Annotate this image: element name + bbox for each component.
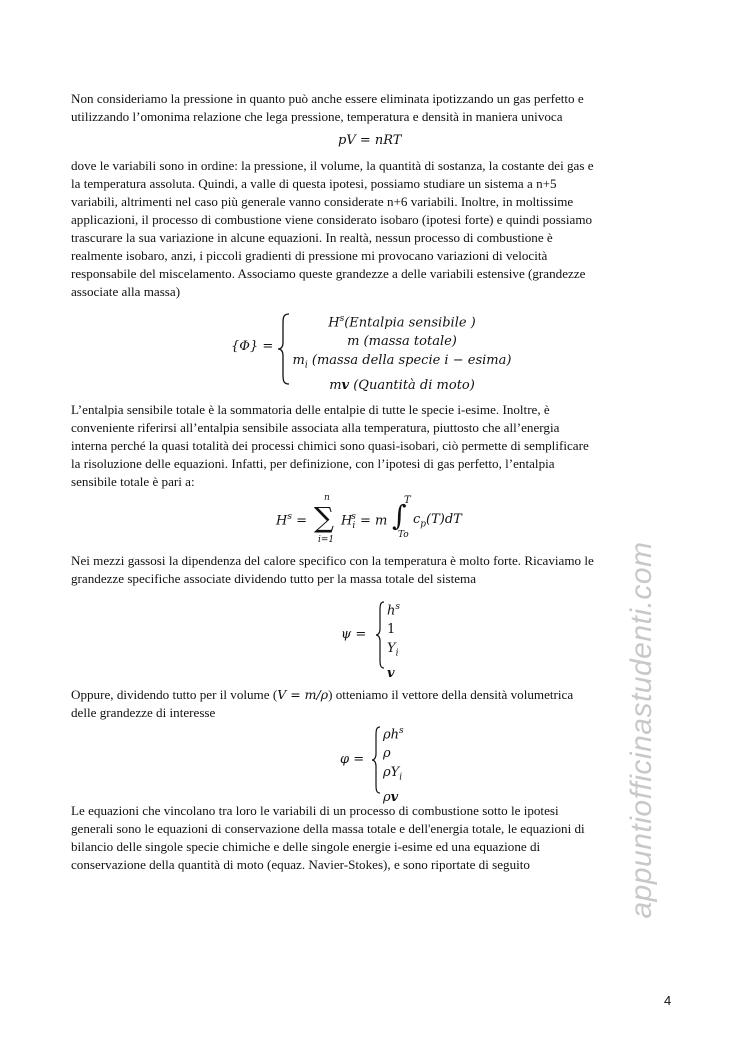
psi-row-hs: $h^s$ — [387, 602, 400, 619]
varphi-row-rho-v: ρv — [383, 789, 399, 805]
varphi-lhs: φ = — [340, 752, 365, 767]
text-line: generali sono le equazioni di conservazione della massa totale e dell'energia totale, le equazioni di — [71, 821, 585, 836]
text-line: variabili, altrimenti nel caso più generale vanno considerate n+6 variabili. Inoltre, in moltissime — [71, 194, 574, 209]
watermark-text: appuntiofficinastudenti.com — [625, 541, 658, 919]
text-line: la risoluzione delle equazioni. Infatti, per definizione, con l’ipotesi di gas perfetto, l’entalpia — [71, 456, 555, 471]
varphi-row-rho: ρ — [383, 746, 391, 762]
brace-psi — [374, 600, 386, 670]
sum-upper-limit: n — [324, 493, 330, 503]
sum-lower-limit: i=1 — [318, 535, 335, 545]
page-number: 4 — [664, 993, 672, 1008]
text-line: Non consideriamo la pressione in quanto può anche essere eliminata ipotizzando un gas perfetto e — [71, 91, 584, 106]
text-line: realmente isobaro, anzi, i piccoli gradienti di pressione mi provocano variazioni di velocità — [71, 248, 548, 263]
phi-row-momentum: mv (Quantità di moto) — [329, 377, 475, 393]
varphi-row-rho-hs: $\rho h^s$ — [383, 726, 404, 743]
equation-ideal-gas: pV = nRT — [338, 133, 402, 148]
psi-row-v: v — [387, 665, 395, 681]
text-line: grandezze specifiche associate dividendo tutto per la massa totale del sistema — [71, 571, 477, 586]
sum-symbol: ∑ — [314, 501, 334, 534]
text-line: interna perché la quasi totalità dei processi chimici sono quasi-isobari, ciò permette di semplificare — [71, 438, 589, 453]
text-line: associate alla massa) — [71, 284, 181, 299]
phi-lhs: {Φ} = — [231, 339, 274, 354]
phi-row-mass: m (massa totale) — [347, 334, 457, 350]
phi-row-enthalpy: $H^s(Entalpia$ sensibile ) — [328, 314, 476, 331]
text-line: la temperatura assoluta. Quindi, a valle di questa ipotesi, possiamo studiare un sistema a n+5 — [71, 176, 557, 191]
psi-row-yi: $Y_i$ — [387, 641, 399, 659]
text-line: trascurare la sua variazione in alcune equazioni. In realtà, nessun processo di combustione è — [71, 230, 553, 245]
paragraph-conservation — [71, 802, 675, 874]
psi-rows — [387, 598, 400, 683]
text-line: conservazione della quantità di moto (equaz. Navier-Stokes), e sono riportate di seguito — [71, 857, 530, 872]
text-line: Le equazioni che vincolano tra loro le variabili di un processo di combustione sotto le ipotesi — [71, 803, 559, 818]
integral-lower-limit: To — [398, 530, 409, 540]
text-line: responsabile del miscelamento. Associamo queste grandezze a delle variabili estensive (grandezze — [71, 266, 586, 281]
inline-equation-volume: V = m/ρ — [277, 687, 329, 702]
watermark — [612, 530, 672, 930]
brace-varphi — [370, 725, 382, 795]
text-line: dove le variabili sono in ordine: la pressione, il volume, la quantità di sostanza, la costante dei gas e — [71, 158, 594, 173]
integrand: $c_p(T)dT$ — [413, 512, 462, 530]
enthalpy-lhs: $H^s$ = — [276, 512, 307, 529]
varphi-row-rho-yi: $\rho Y_i$ — [383, 765, 403, 783]
volume-text-end: ) otteniamo il vettore della densità volumetrica — [328, 687, 574, 702]
psi-row-one: 1 — [387, 622, 396, 638]
text-line: utilizzando l’omonima relazione che lega pressione, temperatura e densità in maniera univoca — [71, 109, 563, 124]
text-line — [71, 686, 675, 704]
enthalpy-term: $H_i^s = m$ — [341, 512, 388, 531]
paragraph-specific-heat — [71, 552, 675, 588]
text-line: applicazioni, il processo di combustione viene considerato isobaro (ipotesi forte) e quindi possiamo — [71, 212, 593, 227]
text-line: bilancio delle singole specie chimiche e delle singole energie i-esime ed una equazione di — [71, 839, 541, 854]
paragraph-intro — [71, 90, 675, 126]
text-line: L’entalpia sensibile totale è la sommatoria delle entalpie di tutte le specie i-esime. Inoltre, è — [71, 402, 550, 417]
paragraph-volume — [71, 686, 675, 722]
text-line: conveniente riferirsi all’entalpia sensibile associata alla temperatura, piuttosto che all’energia — [71, 420, 560, 435]
text-line: delle grandezze di interesse — [71, 705, 216, 720]
paragraph-enthalpy — [71, 401, 675, 491]
phi-rows — [286, 310, 518, 395]
integral-symbol: ∫ — [392, 499, 407, 532]
text-line: sensibile totale è pari a: — [71, 474, 195, 489]
paragraph-variables — [71, 157, 675, 301]
text-line: Nei mezzi gassosi la dipendenza del calore specifico con la temperatura è molto forte. Ricaviamo le — [71, 553, 594, 568]
volume-text-start: Oppure, dividendo tutto per il volume ( — [71, 687, 278, 702]
psi-lhs: ψ = — [341, 627, 367, 642]
phi-row-species-mass: $m_i$ (massa della specie i − esima) — [292, 353, 512, 371]
integral-upper-limit: T — [404, 495, 411, 506]
varphi-rows — [383, 722, 404, 807]
